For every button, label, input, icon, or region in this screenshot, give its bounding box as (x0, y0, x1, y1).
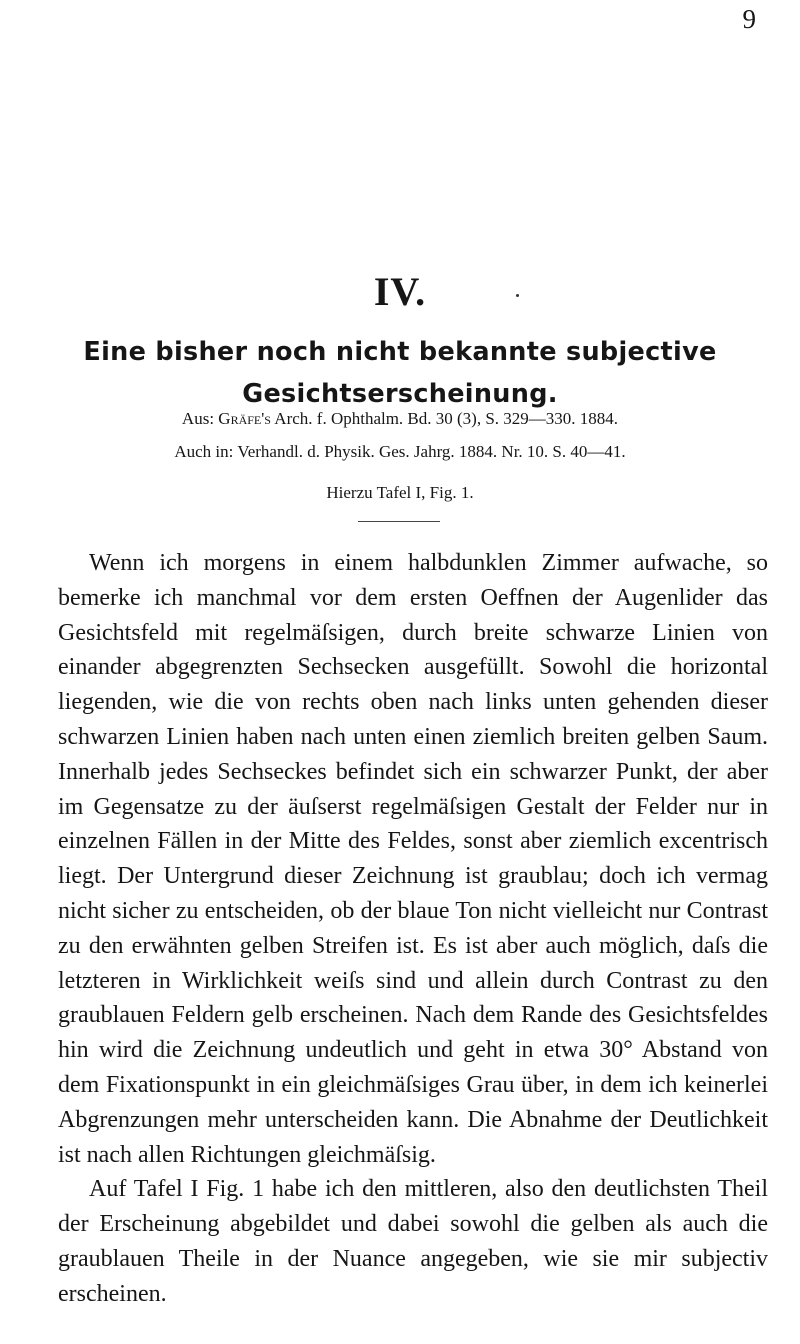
section-divider (358, 521, 440, 522)
body-paragraph: Auf Tafel I Fig. 1 habe ich den mittleren, also den deutlichsten Theil der Erscheinung abgebildet und dabei sowohl die gelben als auch die graublauen Theile in der Nuance angegeben, wie sie mir subjectiv erscheinen. (58, 1176, 768, 1307)
source-line-reprint: Auch in: Verhandl. d. Physik. Ges. Jahrg. 1884. Nr. 10. S. 40—41. (174, 442, 626, 461)
source-author: Gräfe's (218, 409, 271, 428)
article-title: Eine bisher noch nicht bekannte subjective Gesichtserscheinung. (83, 337, 717, 409)
body-text (58, 546, 768, 1312)
chapter-numeral: IV. (373, 269, 427, 314)
source-line-plate: Hierzu Tafel I, Fig. 1. (326, 483, 474, 502)
source-label: Aus: (181, 409, 215, 428)
print-speck (516, 294, 519, 297)
page-number: 9 (742, 4, 756, 34)
body-paragraph: Wenn ich morgens in einem halbdunklen Zimmer aufwache, so bemerke ich manchmal vor dem ersten Oeffnen der Augenlider das Gesichtsfeld mit regelmäſsigen, durch breite schwarze Linien von einander abgegrenzten Sechsecken ausgefüllt. Sowohl die horizontal liegenden, wie die von rechts oben nach links unten gehenden dieser schwarzen Linien haben nach unten einen ziemlich breiten gelben Saum. Innerhalb jedes Sechseckes befindet sich ein schwarzer Punkt, der aber im Gegensatze zu der äuſserst regelmäſsigen Gestalt der Felder nur in einzelnen Fällen in der Mitte des Feldes, sonst aber ziemlich excentrisch liegt. Der Untergrund dieser Zeichnung ist graublau; doch ich vermag nicht sicher zu entscheiden, ob der blaue Ton nicht vielleicht nur Contrast zu den erwähnten gelben Streifen ist. Es ist aber auch möglich, daſs die letzteren in Wirklichkeit weiſs sind und allein durch Contrast zu den graublauen Feldern gelb erscheinen. Nach dem Rande des Gesichtsfeldes hin wird die Zeichnung undeutlich und geht in etwa 30° Abstand von dem Fixationspunkt in ein gleichmäſsiges Grau über, in dem ich keinerlei Abgrenzungen mehr unterscheiden kann. Die Abnahme der Deutlichkeit ist nach allen Richtungen gleichmäſsig. (58, 550, 768, 1168)
source-citation: Arch. f. Ophthalm. Bd. 30 (3), S. 329—330. 1884. (274, 409, 619, 428)
source-line-original (0, 408, 800, 430)
